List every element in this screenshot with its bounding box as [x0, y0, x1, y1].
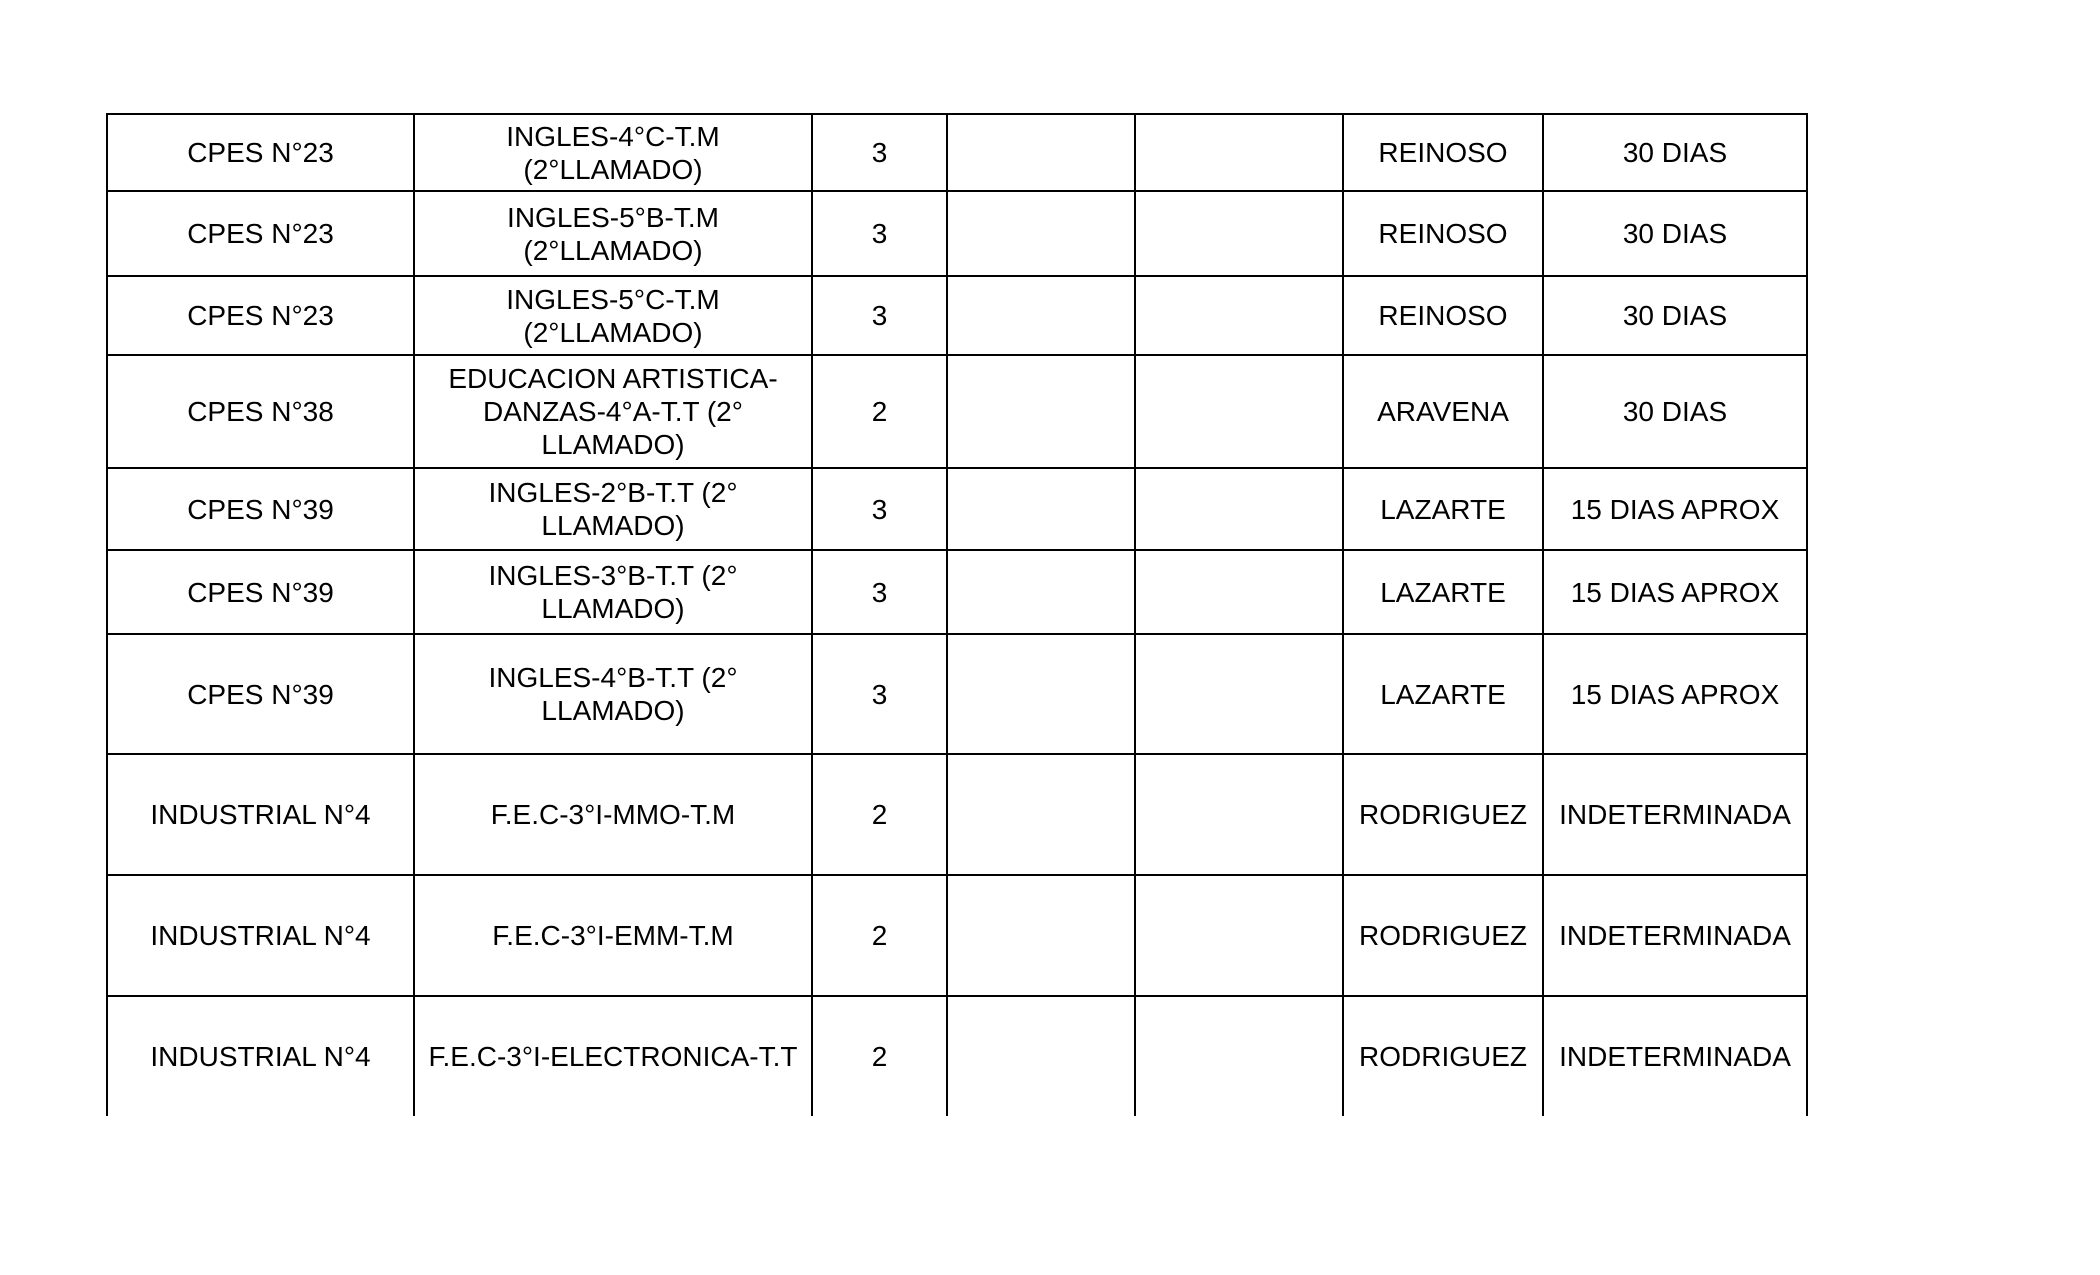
duration-cell: 30 DIAS: [1543, 355, 1807, 468]
duration-cell: 15 DIAS APROX: [1543, 468, 1807, 550]
hours-cell: 2: [812, 754, 947, 875]
table-row: [107, 754, 1807, 875]
hours-cell: 3: [812, 191, 947, 276]
hours-cell: 3: [812, 634, 947, 754]
empty-cell: [1135, 996, 1343, 1116]
school-cell: CPES N°39: [107, 468, 414, 550]
hours-cell: 3: [812, 468, 947, 550]
empty-cell: [1135, 355, 1343, 468]
hours-cell: 2: [812, 996, 947, 1116]
school-cell: INDUSTRIAL N°4: [107, 996, 414, 1116]
empty-cell: [1135, 276, 1343, 355]
subject-cell: INGLES-3°B-T.T (2° LLAMADO): [414, 550, 812, 634]
empty-cell: [947, 114, 1135, 191]
teacher-cell: REINOSO: [1343, 276, 1543, 355]
teacher-cell: RODRIGUEZ: [1343, 754, 1543, 875]
hours-cell: 3: [812, 114, 947, 191]
subject-cell: F.E.C-3°I-MMO-T.M: [414, 754, 812, 875]
empty-cell: [947, 276, 1135, 355]
empty-cell: [947, 355, 1135, 468]
empty-cell: [1135, 114, 1343, 191]
table-row: [107, 355, 1807, 468]
duration-cell: INDETERMINADA: [1543, 875, 1807, 996]
duration-cell: 15 DIAS APROX: [1543, 550, 1807, 634]
hours-cell: 2: [812, 875, 947, 996]
duration-cell: 30 DIAS: [1543, 276, 1807, 355]
subject-cell: F.E.C-3°I-EMM-T.M: [414, 875, 812, 996]
empty-cell: [947, 996, 1135, 1116]
subject-cell: INGLES-5°B-T.M (2°LLAMADO): [414, 191, 812, 276]
spreadsheet-page: [106, 113, 1806, 1116]
school-cell: INDUSTRIAL N°4: [107, 754, 414, 875]
empty-cell: [947, 754, 1135, 875]
school-cell: CPES N°23: [107, 114, 414, 191]
hours-cell: 2: [812, 355, 947, 468]
duration-cell: 30 DIAS: [1543, 114, 1807, 191]
subject-cell: INGLES-4°B-T.T (2° LLAMADO): [414, 634, 812, 754]
table-row: [107, 550, 1807, 634]
empty-cell: [1135, 875, 1343, 996]
empty-cell: [1135, 634, 1343, 754]
subject-cell: INGLES-2°B-T.T (2° LLAMADO): [414, 468, 812, 550]
duration-cell: 30 DIAS: [1543, 191, 1807, 276]
empty-cell: [947, 550, 1135, 634]
table-row: [107, 114, 1807, 191]
subject-cell: INGLES-5°C-T.M (2°LLAMADO): [414, 276, 812, 355]
table-row: [107, 875, 1807, 996]
empty-cell: [1135, 191, 1343, 276]
duration-cell: INDETERMINADA: [1543, 996, 1807, 1116]
empty-cell: [947, 468, 1135, 550]
school-cell: CPES N°39: [107, 550, 414, 634]
table-row: [107, 191, 1807, 276]
data-table: [106, 113, 1808, 1116]
school-cell: INDUSTRIAL N°4: [107, 875, 414, 996]
table-row: [107, 276, 1807, 355]
table-row: [107, 996, 1807, 1116]
school-cell: CPES N°23: [107, 276, 414, 355]
teacher-cell: REINOSO: [1343, 191, 1543, 276]
empty-cell: [947, 634, 1135, 754]
empty-cell: [947, 875, 1135, 996]
empty-cell: [947, 191, 1135, 276]
hours-cell: 3: [812, 550, 947, 634]
school-cell: CPES N°23: [107, 191, 414, 276]
teacher-cell: ARAVENA: [1343, 355, 1543, 468]
table-row: [107, 468, 1807, 550]
subject-cell: EDUCACION ARTISTICA-DANZAS-4°A-T.T (2° LLAMADO): [414, 355, 812, 468]
teacher-cell: LAZARTE: [1343, 468, 1543, 550]
empty-cell: [1135, 468, 1343, 550]
teacher-cell: RODRIGUEZ: [1343, 875, 1543, 996]
teacher-cell: REINOSO: [1343, 114, 1543, 191]
subject-cell: INGLES-4°C-T.M (2°LLAMADO): [414, 114, 812, 191]
table-row: [107, 634, 1807, 754]
teacher-cell: RODRIGUEZ: [1343, 996, 1543, 1116]
empty-cell: [1135, 754, 1343, 875]
teacher-cell: LAZARTE: [1343, 634, 1543, 754]
duration-cell: INDETERMINADA: [1543, 754, 1807, 875]
school-cell: CPES N°38: [107, 355, 414, 468]
hours-cell: 3: [812, 276, 947, 355]
school-cell: CPES N°39: [107, 634, 414, 754]
teacher-cell: LAZARTE: [1343, 550, 1543, 634]
empty-cell: [1135, 550, 1343, 634]
subject-cell: F.E.C-3°I-ELECTRONICA-T.T: [414, 996, 812, 1116]
duration-cell: 15 DIAS APROX: [1543, 634, 1807, 754]
